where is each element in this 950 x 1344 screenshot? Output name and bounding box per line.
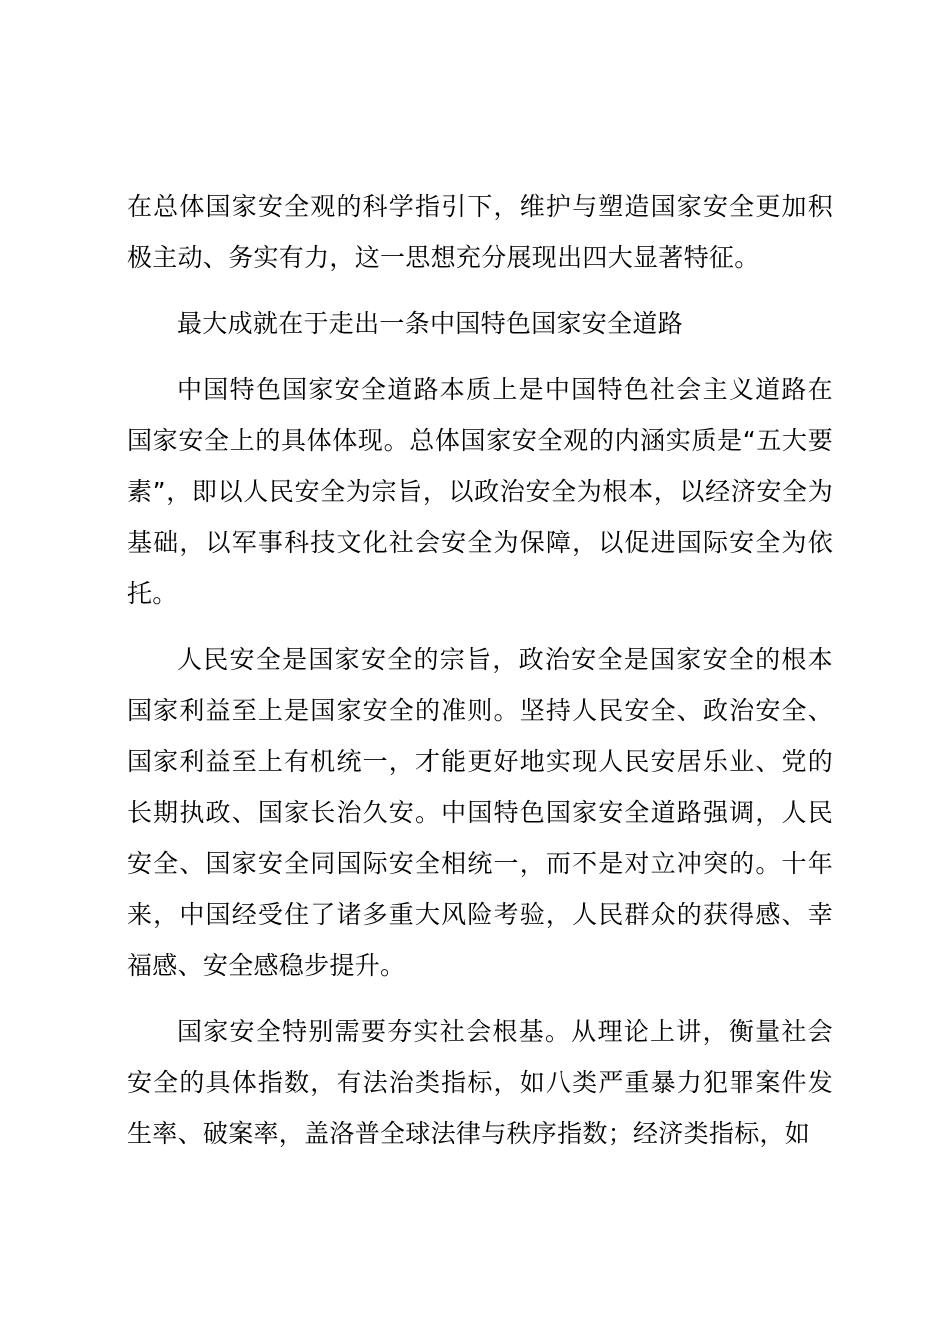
document-body	[127, 181, 833, 1159]
section-heading: 最大成就在于走出一条中国特色国家安全道路	[177, 309, 684, 338]
paragraph-social-foundation: 国家安全特别需要夯实社会根基。从理论上讲，衡量社会安全的具体指数，有法治类指标，如八类严重暴力犯罪案件发生率、破案率，盖洛普全球法律与秩序指数；经济类指标，如	[127, 1017, 833, 1148]
paragraph-intro: 在总体国家安全观的科学指引下，维护与塑造国家安全更加积极主动、务实有力，这一思想充分展现出四大显著特征。	[127, 192, 833, 272]
paragraph-people-security: 人民安全是国家安全的宗旨，政治安全是国家安全的根本国家利益至上是国家安全的准则。坚持人民安全、政治安全、国家利益至上有机统一，才能更好地实现人民安居乐业、党的长期执政、国家长治久安。中国特色国家安全道路强调，人民安全、国家安全同国际安全相统一，而不是对立冲突的。十年来，中国经受住了诸多重大风险考验，人民群众的获得感、幸福感、安全感稳步提升。	[127, 645, 833, 980]
paragraph-path-essence: 中国特色国家安全道路本质上是中国特色社会主义道路在国家安全上的具体体现。总体国家安全观的内涵实质是“五大要素”，即以人民安全为宗旨，以政治安全为根本，以经济安全为基础，以军事科技文化社会安全为保障，以促进国际安全为依托。	[127, 375, 833, 608]
